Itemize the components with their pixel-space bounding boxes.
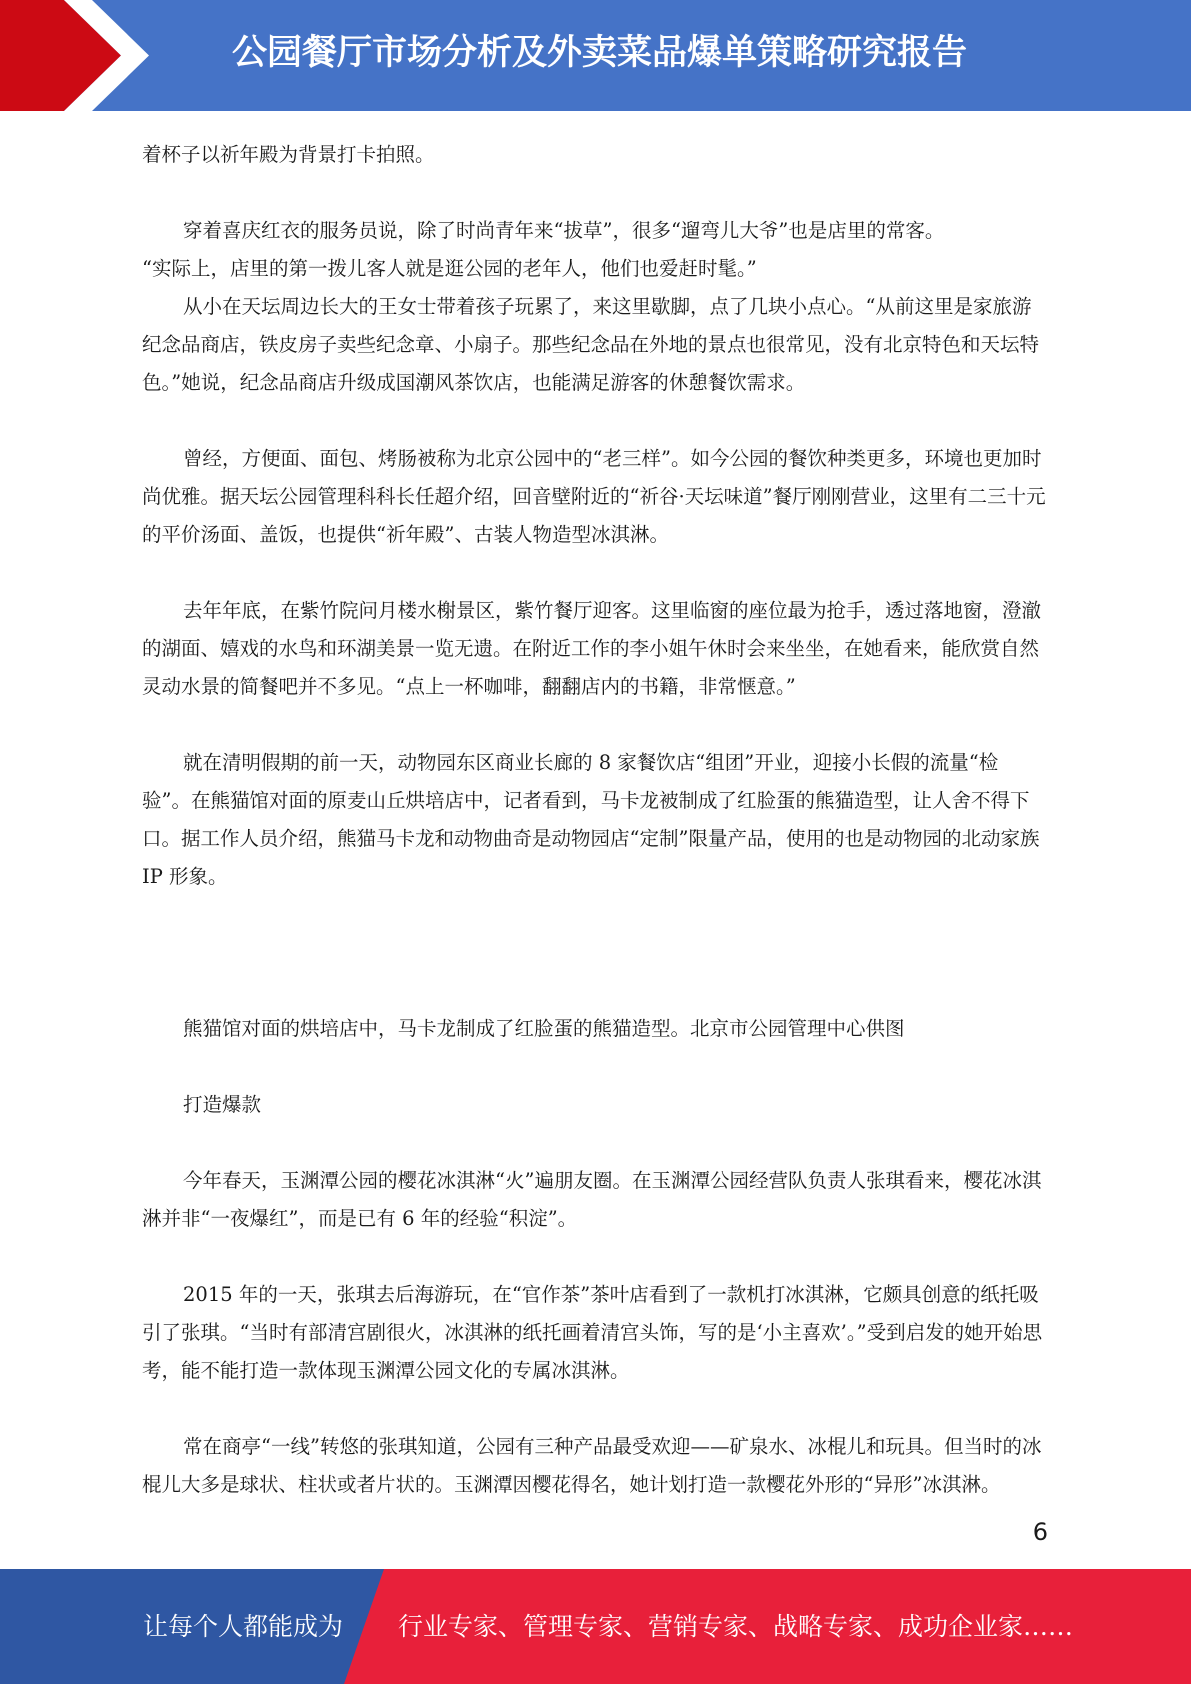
paragraph: 2015 年的一天，张琪去后海游玩，在“官作茶”茶叶店看到了一款机打冰淇淋，它颇具创意的纸托吸引了张琪。“当时有部清宫剧很火，冰淇淋的纸托画着清宫头饰，写的是‘小主喜欢’。”受到启发的她开始思考，能不能打造一款体现玉渊潭公园文化的专属冰淇淋。 bbox=[142, 1283, 1043, 1382]
page-number: 6 bbox=[1032, 1518, 1048, 1546]
paragraph: 打造爆款 bbox=[183, 1093, 262, 1116]
paragraph: 今年春天，玉渊潭公园的樱花冰淇淋“火”遍朋友圈。在玉渊潭公园经营队负责人张琪看来，樱花冰淇淋并非“一夜爆红”，而是已有 6 年的经验“积淀”。 bbox=[142, 1169, 1042, 1230]
page-footer bbox=[0, 1569, 1191, 1684]
paragraph: 曾经，方便面、面包、烤肠被称为北京公园中的“老三样”。如今公园的餐饮种类更多，环境也更加时尚优雅。据天坛公园管理科科长任超介绍，回音壁附近的“祈谷·天坛味道”餐厅刚刚营业，这里有二三十元的平价汤面、盖饭，也提供“祈年殿”、古装人物造型冰淇淋。 bbox=[142, 447, 1046, 546]
paragraph: 穿着喜庆红衣的服务员说，除了时尚青年来“拔草”，很多“遛弯儿大爷”也是店里的常客。 bbox=[183, 219, 945, 242]
paragraph: 常在商亭“一线”转悠的张琪知道，公园有三种产品最受欢迎——矿泉水、冰棍儿和玩具。但当时的冰棍儿大多是球状、柱状或者片状的。玉渊潭因樱花得名，她计划打造一款樱花外形的“异形”冰淇淋。 bbox=[142, 1435, 1042, 1496]
paragraph: 去年年底，在紫竹院问月楼水榭景区，紫竹餐厅迎客。这里临窗的座位最为抢手，透过落地窗，澄澈的湖面、嬉戏的水鸟和环湖美景一览无遗。在附近工作的李小姐午休时会来坐坐，在她看来，能欣赏自然灵动水景的简餐吧并不多见。“点上一杯咖啡，翻翻店内的书籍，非常惬意。” bbox=[142, 599, 1042, 698]
article-body bbox=[142, 136, 1047, 1504]
paragraph: 着杯子以祈年殿为背景打卡拍照。 bbox=[142, 143, 435, 166]
footer-slogan-roles: 行业专家、管理专家、营销专家、战略专家、成功企业家…… bbox=[398, 1612, 1074, 1641]
page-header bbox=[0, 0, 1191, 111]
paragraph: 就在清明假期的前一天，动物园东区商业长廊的 8 家餐饮店“组团”开业，迎接小长假的流量“检验”。在熊猫馆对面的原麦山丘烘培店中，记者看到，马卡龙被制成了红脸蛋的熊猫造型，让人舍不得下口。据工作人员介绍，熊猫马卡龙和动物曲奇是动物园店“定制”限量产品，使用的也是动物园的北动家族 IP 形象。 bbox=[142, 751, 1040, 888]
report-title: 公园餐厅市场分析及外卖菜品爆单策略研究报告 bbox=[232, 33, 968, 73]
paragraph: 熊猫馆对面的烘培店中，马卡龙制成了红脸蛋的熊猫造型。北京市公园管理中心供图 bbox=[183, 1017, 905, 1040]
footer-slogan-lead: 让每个人都能成为 bbox=[143, 1612, 344, 1641]
header-arrow-icon bbox=[0, 0, 160, 111]
paragraph: 从小在天坛周边长大的王女士带着孩子玩累了，来这里歇脚，点了几块小点心。“从前这里是家旅游纪念品商店，铁皮房子卖些纪念章、小扇子。那些纪念品在外地的景点也很常见，没有北京特色和天坛特色。”她说，纪念品商店升级成国潮风茶饮店，也能满足游客的休憩餐饮需求。 bbox=[142, 295, 1040, 394]
paragraph: “实际上，店里的第一拨儿客人就是逛公园的老年人，他们也爱赶时髦。” bbox=[142, 257, 757, 280]
